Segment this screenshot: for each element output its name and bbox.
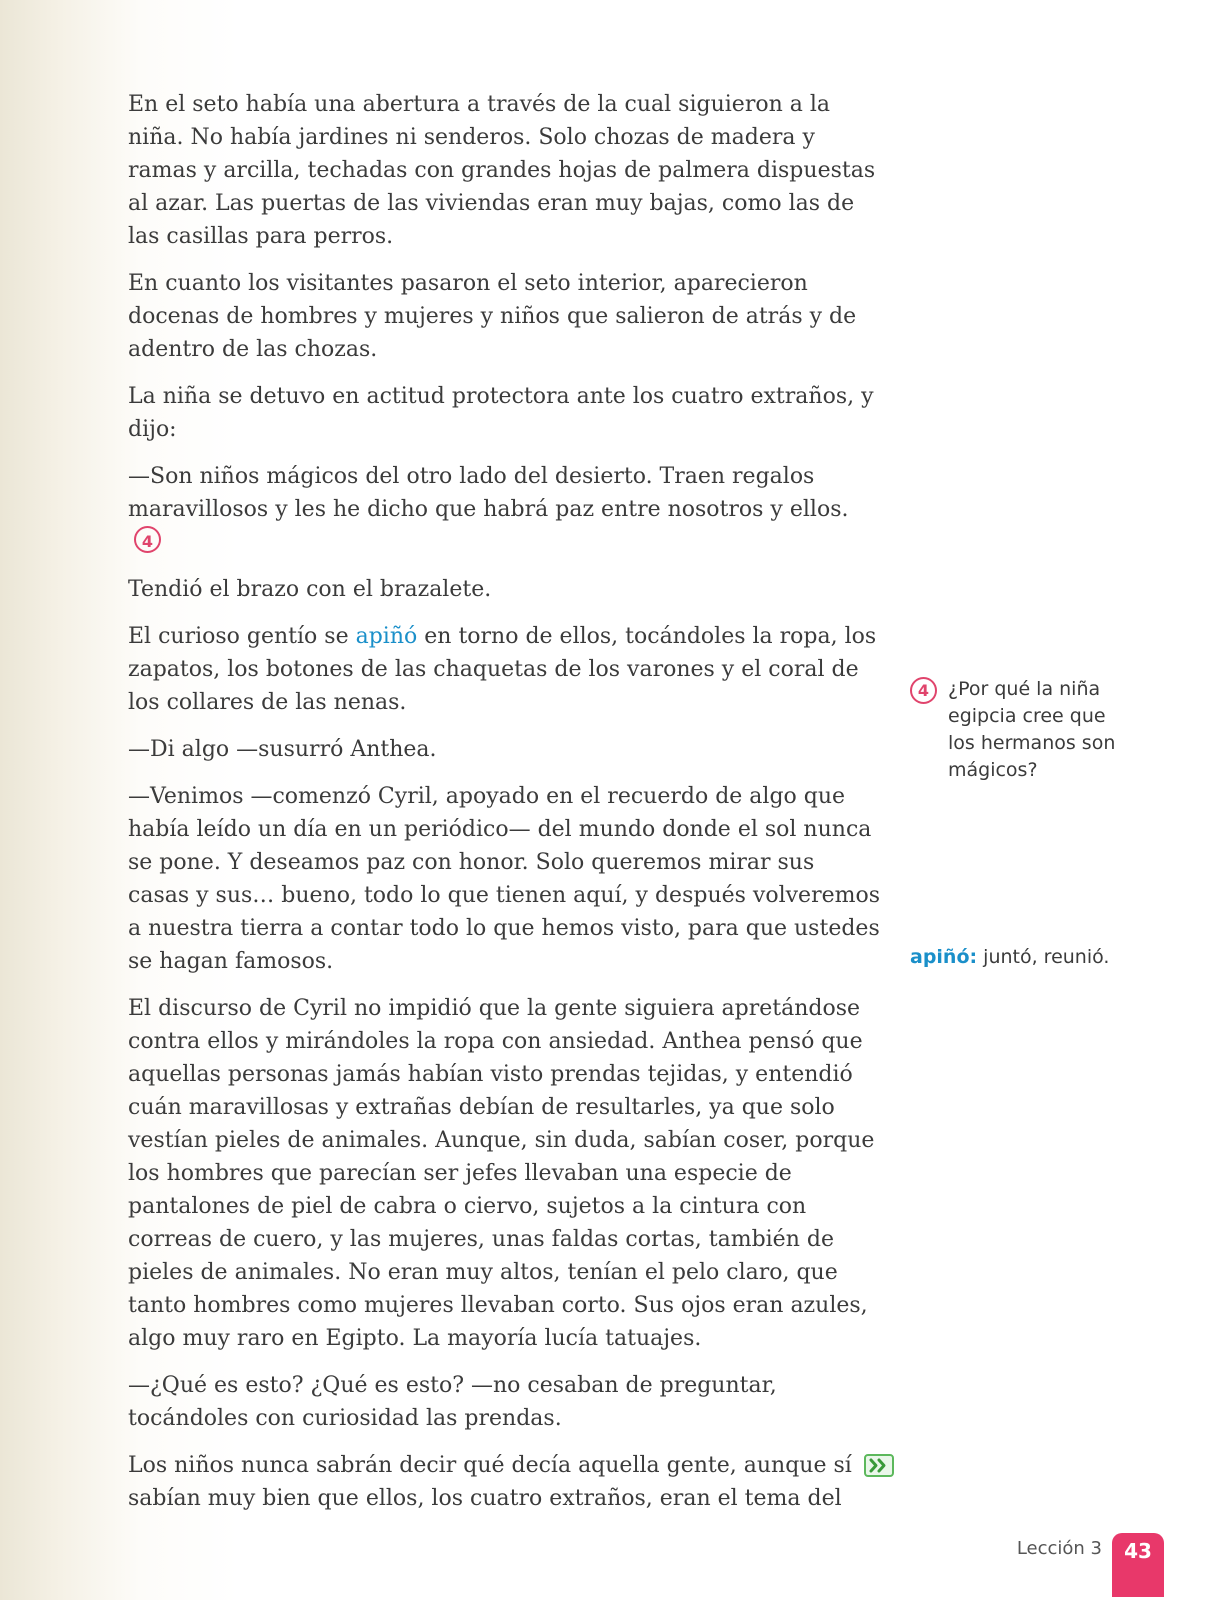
paragraph: —Venimos —comenzó Cyril, apoyado en el recuerdo de algo que había leído un día en un periódico— del mundo donde el sol nunca se pone. Y deseamos paz con honor. Solo queremos mirar sus casas y sus… bueno, todo lo que tienen aquí, y después volveremos a nuestra tierra a contar todo lo que hemos visto, para que ustedes se hagan famosos. [128, 784, 881, 974]
story-text [128, 88, 880, 1529]
paragraph: El discurso de Cyril no impidió que la gente siguiera apretándose contra ellos y mirándoles la ropa con ansiedad. Anthea pensó que aquellas personas jamás habían visto prendas tejidas, y entendió cuán maravillosas y extrañas debían de resultarles, ya que solo vestían pieles de animales. Aunque, sin duda, sabían coser, porque los hombres que parecían ser jefes llevaban una especie de pantalones de piel de cabra o ciervo, sujetos a la cintura con correas de cuero, y las mujeres, unas faldas cortas, también de pieles de animales. No eran muy altos, tenían el pelo claro, que tanto hombres como mujeres llevaban corto. Sus ojos eran azules, algo muy raro en Egipto. La mayoría lucía tatuajes. [128, 996, 875, 1351]
paragraph [128, 620, 880, 719]
paragraph-text: El curioso gentío se [128, 624, 356, 649]
glossary-entry [910, 944, 1160, 971]
paragraph: En el seto había una abertura a través de la cual siguieron a la niña. No había jardines ni senderos. Solo chozas de madera y ramas y arcilla, techadas con grandes hojas de palmera dispuestas al azar. Las puertas de las viviendas eran muy bajas, como las de las casillas para perros. [128, 92, 876, 249]
paragraph: Tendió el brazo con el brazalete. [128, 577, 492, 602]
page-footer [1017, 1530, 1164, 1566]
sidebar-question [910, 676, 1130, 784]
double-chevron-right-icon [866, 1456, 892, 1475]
paragraph-text: —Son niños mágicos del otro lado del desierto. Traen regalos maravillosos y les he dicho que habrá paz entre nosotros y ellos. [128, 464, 849, 522]
page-number: 43 [1112, 1533, 1164, 1597]
question-text: ¿Por qué la niña egipcia cree que los hermanos son mágicos? [948, 678, 1116, 781]
continue-button[interactable] [864, 1454, 894, 1477]
paragraph: Los niños nunca sabrán decir qué decía aquella gente, aunque sí sabían muy bien que ellos, los cuatro extraños, eran el tema del [128, 1453, 852, 1511]
paragraph: —¿Qué es esto? ¿Qué es esto? —no cesaban de preguntar, tocándoles con curiosidad las prendas. [128, 1373, 777, 1431]
question-marker: 4 [134, 526, 161, 553]
vocabulary-word: apiñó [355, 624, 418, 649]
question-number: 4 [910, 677, 937, 704]
paragraph: En cuanto los visitantes pasaron el seto interior, aparecieron docenas de hombres y mujeres y niños que salieron de atrás y de adentro de las chozas. [128, 271, 857, 362]
paragraph [128, 460, 880, 559]
glossary-definition: juntó, reunió. [977, 946, 1110, 968]
lesson-label: Lección 3 [1016, 1537, 1102, 1559]
paragraph-text: en torno de ellos, tocándoles la ropa, los zapatos, los botones de las chaquetas de los varones y el coral de los collares de las nenas. [128, 624, 877, 715]
paragraph: La niña se detuvo en actitud protectora ante los cuatro extraños, y dijo: [128, 384, 874, 442]
glossary-term: apiñó: [910, 946, 978, 968]
paragraph: —Di algo —susurró Anthea. [128, 737, 437, 762]
